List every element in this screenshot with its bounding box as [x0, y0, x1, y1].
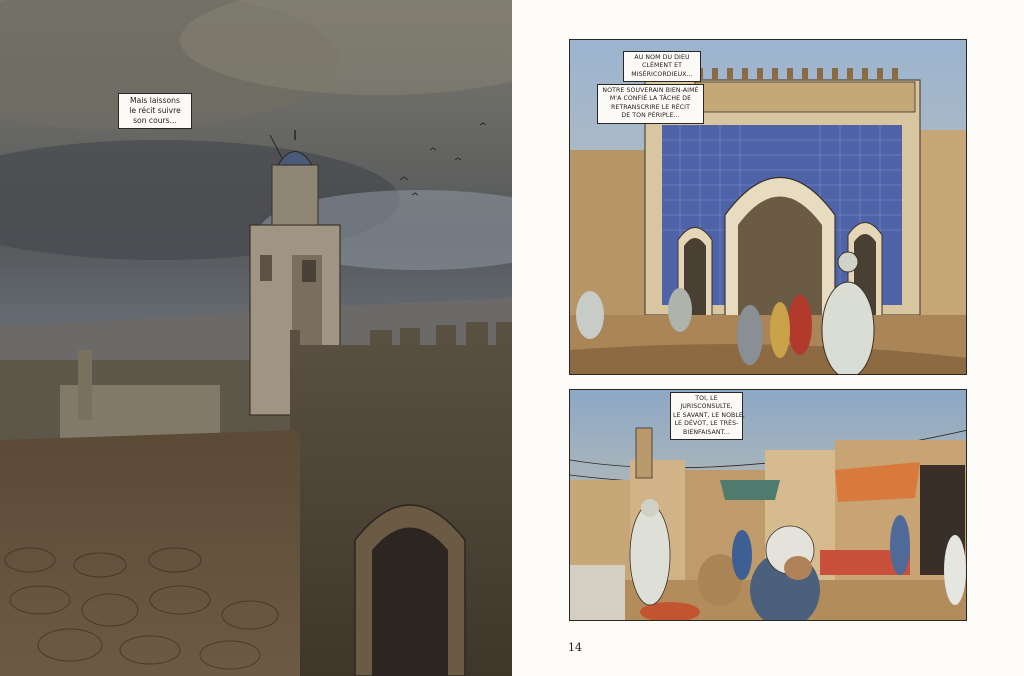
caption-line: NOTRE SOUVERAIN BIEN-AIMÉ — [602, 87, 699, 94]
panel-city-gate — [569, 39, 967, 375]
caption-line: DE TON PÉRIPLE... — [621, 112, 680, 120]
caption-line: BIENFAISANT... — [683, 428, 730, 436]
caption-line: son cours... — [133, 116, 177, 125]
caption-line: JURISCONSULTE, — [680, 403, 733, 411]
caption-line: le récit suivre — [129, 106, 181, 115]
narration-caption-left — [118, 93, 192, 129]
narration-caption-2 — [597, 84, 704, 124]
caption-line: TOI, LE — [695, 395, 718, 402]
caption-line: LE DÉVOT, LE TRÈS- — [674, 420, 739, 428]
caption-line: Mais laissons — [130, 96, 180, 105]
caption-line: RETRANSCRIRE LE RÉCIT — [610, 103, 690, 111]
narration-caption-1 — [623, 51, 701, 82]
souk-market-illustration — [570, 390, 967, 621]
caption-line: LE SAVANT, LE NOBLE, — [673, 411, 746, 419]
narration-caption-3 — [670, 392, 746, 440]
caption-line: CLÉMENT ET — [642, 62, 682, 70]
page-number: 14 — [568, 641, 582, 654]
caption-line: MISÉRICORDIEUX... — [631, 70, 693, 78]
right-page — [512, 0, 1024, 676]
panel-market — [569, 389, 967, 621]
caption-line: AU NOM DU DIEU — [634, 54, 690, 61]
caption-line: M'A CONFIÉ LA TÂCHE DE — [609, 95, 692, 103]
